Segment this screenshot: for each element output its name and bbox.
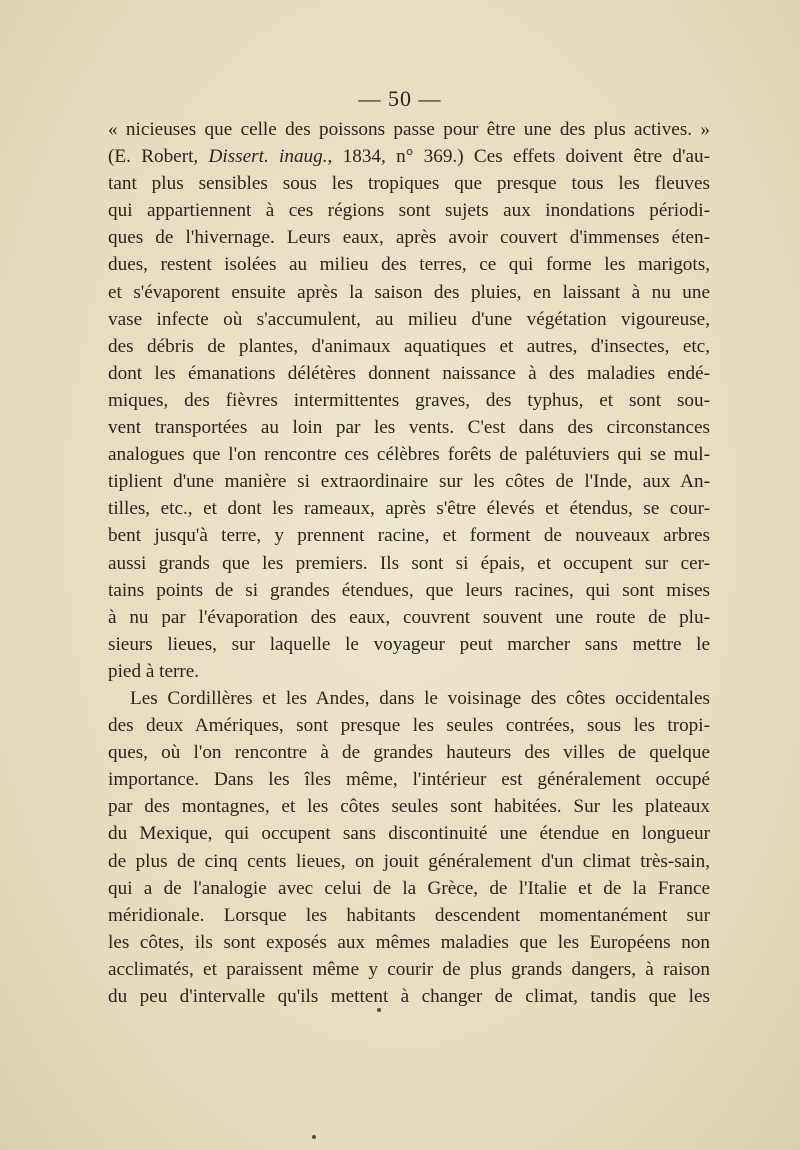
text-line: du Mexique, qui occupent sans discontinuité une étendue en longueur: [108, 823, 710, 845]
text-line: tains points de si grandes étendues, que leurs racines, qui sont mises: [108, 579, 710, 601]
text-line: ques, où l'on rencontre à de grandes hauteurs des villes de quelque: [108, 742, 710, 764]
body-text: [108, 116, 710, 1010]
text-line: par des montagnes, et les côtes seules sont habitées. Sur les plateaux: [108, 796, 710, 818]
text-line: vent transportées au loin par les vents. C'est dans des circonstances: [108, 417, 710, 439]
text-line: du peu d'intervalle qu'ils mettent à changer de climat, tandis que les: [108, 986, 710, 1007]
text-line: ques de l'hivernage. Leurs eaux, après avoir couvert d'immenses éten-: [108, 227, 710, 249]
text-line: sieurs lieues, sur laquelle le voyageur peut marcher sans mettre le: [108, 633, 710, 655]
text-line: qui a de l'analogie avec celui de la Grèce, de l'Italie et de la France: [108, 877, 710, 899]
text-line: de plus de cinq cents lieues, on jouit généralement d'un climat très-sain,: [108, 850, 710, 872]
text-line: acclimatés, et paraissent même y courir de plus grands dangers, à raison: [108, 958, 710, 980]
text-line: des débris de plantes, d'animaux aquatiques et autres, d'insectes, etc,: [108, 335, 710, 357]
text-line: « nicieuses que celle des poissons passe pour être une des plus actives. »: [108, 119, 710, 140]
ink-speck: [377, 1008, 381, 1012]
text-line: et s'évaporent ensuite après la saison des pluies, en laissant à nu une: [108, 281, 710, 303]
text-line: vase infecte où s'accumulent, au milieu d'une végétation vigoureuse,: [108, 308, 710, 330]
text-line: dues, restent isolées au milieu des terres, ce qui forme les marigots,: [108, 254, 710, 276]
paragraph-1: [108, 116, 710, 685]
text-line: les côtes, ils sont exposés aux mêmes maladies que les Européens non: [108, 931, 710, 953]
text-line: bent jusqu'à terre, y prennent racine, et forment de nouveaux arbres: [108, 525, 710, 547]
ink-speck: [312, 1135, 316, 1139]
paragraph-2: [108, 685, 710, 1010]
text-line: dont les émanations délétères donnent naissance à des maladies endé-: [108, 362, 710, 384]
text-line: tant plus sensibles sous les tropiques que presque tous les fleuves: [108, 173, 710, 195]
text-line: des deux Amériques, sont presque les seules contrées, sous les tropi-: [108, 715, 710, 737]
text-line: qui appartiennent à ces régions sont sujets aux inondations périodi-: [108, 200, 710, 222]
text-line: miques, des fièvres intermittentes graves, des typhus, et sont sou-: [108, 389, 710, 411]
text-line: à nu par l'évaporation des eaux, couvrent souvent une route de plu-: [108, 606, 710, 628]
text-line: tilles, etc., et dont les rameaux, après s'être élevés et étendus, se cour-: [108, 498, 710, 520]
page-number: — 50 —: [358, 86, 442, 111]
citation-title: Dissert. inaug.: [208, 146, 328, 168]
text-line: Les Cordillères et les Andes, dans le voisinage des côtes occidentales: [130, 687, 710, 709]
text-line: analogues que l'on rencontre ces célèbres forêts de palétuviers qui se mul-: [108, 444, 710, 466]
text-line: (E. Robert, Dissert. inaug., 1834, n° 369.) Ces effets doivent être d'au-: [108, 146, 710, 168]
text-line: tiplient d'une manière si extraordinaire sur les côtes de l'Inde, aux An-: [108, 471, 710, 493]
text-line: aussi grands que les premiers. Ils sont si épais, et occupent sur cer-: [108, 552, 710, 574]
text-line: importance. Dans les îles même, l'intérieur est généralement occupé: [108, 769, 710, 791]
text-line: méridionale. Lorsque les habitants descendent momentanément sur: [108, 904, 710, 926]
text-line: pied à terre.: [108, 660, 200, 682]
